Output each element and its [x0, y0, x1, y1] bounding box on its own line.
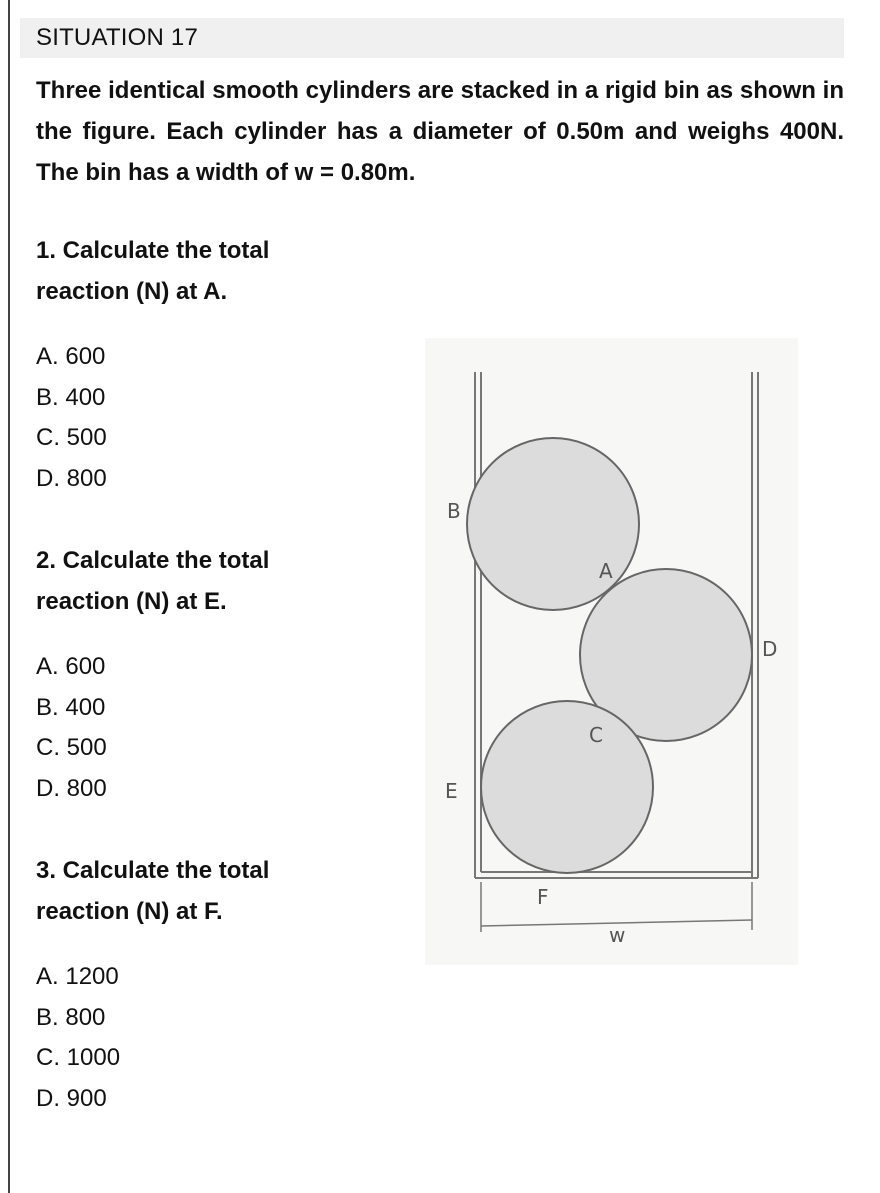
question-3-choices: [36, 957, 120, 1119]
question-2: [36, 540, 336, 622]
cylinder-bin-figure: [425, 338, 798, 965]
question-1: [36, 230, 336, 312]
choice-3d[interactable]: D. 900: [36, 1084, 107, 1112]
question-1-choices: [36, 337, 107, 499]
choice-2b[interactable]: B. 400: [36, 693, 106, 721]
label-f: F: [537, 885, 549, 909]
question-3-line-1: 3. Calculate the total: [36, 857, 270, 884]
label-e: E: [445, 779, 458, 803]
question-2-line-2: reaction (N) at E.: [36, 588, 227, 615]
question-3-line-2: reaction (N) at F.: [36, 898, 223, 925]
choice-1d[interactable]: D. 800: [36, 464, 107, 492]
label-b: B: [447, 499, 461, 523]
choice-1c[interactable]: C. 500: [36, 424, 107, 451]
question-2-choices: [36, 647, 107, 809]
label-w: w: [609, 923, 626, 947]
choice-3b[interactable]: B. 800: [36, 1003, 106, 1031]
choice-2d[interactable]: D. 800: [36, 774, 107, 802]
problem-statement: Three identical smooth cylinders are stacked in a rigid bin as shown in the figure. Each cylinder has a diameter of 0.50m and weighs 400N. The bin has a width of w = 0.80m.: [36, 77, 844, 186]
question-1-line-1: 1. Calculate the total: [36, 237, 270, 264]
label-a: A: [599, 559, 613, 583]
question-1-line-2: reaction (N) at A.: [36, 278, 228, 305]
choice-1a[interactable]: A. 600: [36, 343, 106, 370]
choice-2a[interactable]: A. 600: [36, 653, 106, 680]
question-2-line-1: 2. Calculate the total: [36, 547, 270, 574]
question-3: [36, 850, 336, 932]
bottom-cylinder: [481, 701, 653, 873]
choice-2c[interactable]: C. 500: [36, 734, 107, 761]
page-left-border: [8, 0, 10, 1193]
label-c: C: [589, 723, 603, 747]
choice-3a[interactable]: A. 1200: [36, 963, 119, 990]
choice-3c[interactable]: C. 1000: [36, 1044, 121, 1071]
choice-1b[interactable]: B. 400: [36, 383, 106, 411]
label-d: D: [762, 637, 778, 661]
situation-title: SITUATION 17: [36, 24, 198, 51]
top-cylinder: [467, 438, 639, 610]
